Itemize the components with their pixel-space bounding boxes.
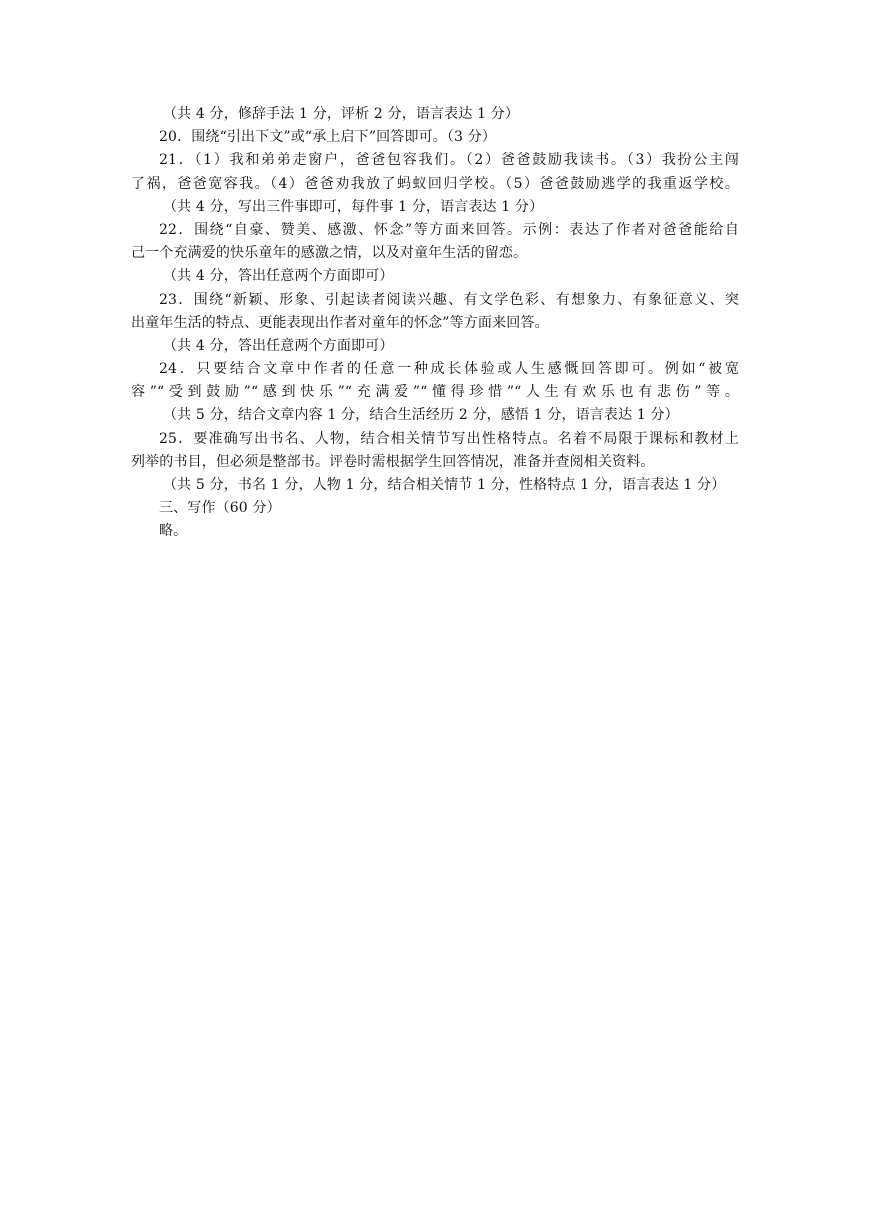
answer-21-line-1: 21．（1）我和弟弟走窗户，爸爸包容我们。（2）爸爸鼓励我读书。（3）我扮公主闯 bbox=[159, 152, 739, 169]
score-note-23: （共 4 分，答出任意两个方面即可） bbox=[163, 337, 394, 354]
answer-23-line-1: 23．围绕“新颖、形象、引起读者阅读兴趣、有文学色彩、有想象力、有象征意义、突 bbox=[159, 291, 739, 308]
section-writing-heading: 三、写作（60 分） bbox=[159, 500, 281, 517]
answer-24-line-1: 24．只要结合文章中作者的任意一种成长体验或人生感慨回答即可。例如“被宽 bbox=[159, 361, 739, 378]
answer-key-text bbox=[131, 103, 739, 544]
answer-22-line-2: 己一个充满爱的快乐童年的感激之情，以及对童年生活的留恋。 bbox=[131, 245, 528, 262]
answer-22-line-1: 22．围绕“自豪、赞美、感激、怀念”等方面来回答。示例：表达了作者对爸爸能给自 bbox=[159, 221, 739, 238]
score-note-24: （共 5 分，结合文章内容 1 分，结合生活经历 2 分，感悟 1 分，语言表达 1 分） bbox=[163, 407, 679, 424]
score-note-21: （共 4 分，写出三件事即可，每件事 1 分，语言表达 1 分） bbox=[163, 198, 544, 215]
answer-24-line-2: 容”“受到鼓励”“感到快乐”“充满爱”“懂得珍惜”“人生有欢乐也有悲伤”等。 bbox=[131, 384, 739, 401]
answer-21-line-2: 了祸，爸爸宽容我。（4）爸爸劝我放了蚂蚁回归学校。（5）爸爸鼓励逃学的我重返学校。 bbox=[131, 175, 739, 192]
answer-25-line-1: 25．要准确写出书名、人物，结合相关情节写出性格特点。名着不局限于课标和教材上 bbox=[159, 430, 739, 447]
answer-20: 20．围绕“引出下文”或“承上启下”回答即可。（3 分） bbox=[159, 129, 496, 146]
answer-23-line-2: 出童年生活的特点、更能表现出作者对童年的怀念”等方面来回答。 bbox=[131, 314, 549, 331]
score-note-25: （共 5 分，书名 1 分，人物 1 分，结合相关情节 1 分，性格特点 1 分，语言表达 1 分） bbox=[163, 477, 726, 493]
score-note-22: （共 4 分，答出任意两个方面即可） bbox=[163, 268, 394, 285]
section-writing-answer: 略。 bbox=[159, 523, 188, 540]
score-note-19: （共 4 分，修辞手法 1 分，评析 2 分，语言表达 1 分） bbox=[163, 106, 520, 122]
answer-25-line-2: 列举的书目，但必须是整部书。评卷时需根据学生回答情况，准备并查阅相关资料。 bbox=[131, 453, 655, 470]
